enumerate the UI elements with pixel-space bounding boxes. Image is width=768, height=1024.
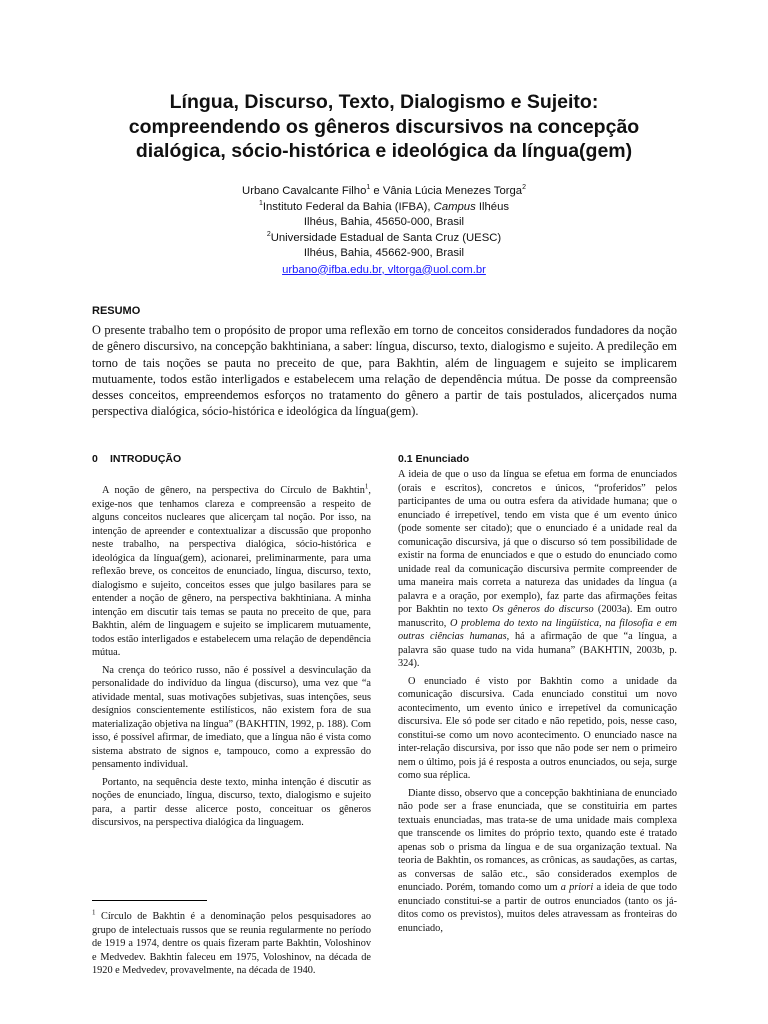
abstract-text: O presente trabalho tem o propósito de propor uma reflexão em torno de conceitos considerados fundadores da noção de gênero discursivo, na concepção bakhtiniana, a saber: língua, discurso, texto, dialogismo e sujeito. A predileção em torno de tais noções se pauta no preceito de que, para Bakhtin, além de linguagem e sujeito se implicarem mutuamente, todos estão interligados e estabelecem uma relação de dependência mútua. De posse da compreensão desses conceitos, empreendemos esforços no tratamento do gênero a partir de tais postulados, alicerçados numa perspectiva dialógica, sócio-histórica e ideológica da língua(gem). — [92, 323, 677, 419]
section-title: INTRODUÇÃO — [110, 453, 182, 465]
abstract-heading: RESUMO — [92, 305, 141, 317]
affiliation-2 — [60, 231, 708, 247]
paper-title — [60, 90, 708, 164]
title-line-3: dialógica, sócio-histórica e ideológica da língua(gem) — [135, 140, 633, 162]
enunciado-paragraph-2: O enunciado é visto por Bakhtin como a unidade da comunicação discursiva. Cada enunciado constitui um novo acontecimento, um evento único e irrepetível da comunicação discursiva. Ele só pode ser citado e não repetido, pois, nesse caso, constitui-se como um novo acontecimento. O enunciado nasce na inter-relação discursiva, por isso que não pode ser nem o primeiro nem o último, pois já é resposta a outros enunciados, ou seja, surge como sua réplica. — [398, 675, 677, 781]
affiliation-1 — [60, 200, 708, 216]
author-conj: e — [370, 185, 383, 197]
enunciado-p3-text-b: a ideia de que todo enunciado constitui-se a partir de outros enunciados (tanto os já-ditos como os previstos), muitos deles atravessam as fronteiras do enunciado, — [398, 882, 677, 934]
enunciado-p1-italic-2: O problema do texto na lingüística, na filosofia e em outras ciências humanas — [398, 617, 677, 642]
affiliation-1-sup: 1 — [258, 199, 263, 207]
footnote — [92, 908, 374, 978]
enunciado-p1-text-b: (2003a). Em outro manuscrito, — [398, 604, 677, 629]
author-2-sup: 2 — [522, 184, 526, 192]
enunciado-p1-italic-1: Os gêneros do discurso — [492, 604, 594, 615]
affiliation-2-address: Ilhéus, Bahia, 45662-900, Brasil — [303, 247, 465, 259]
affiliation-1-address: Ilhéus, Bahia, 45650-000, Brasil — [303, 216, 465, 228]
left-column — [92, 484, 371, 834]
footnote-ref[interactable]: 1 — [364, 482, 369, 491]
intro-paragraph-1 — [92, 484, 371, 660]
section-heading-enunciado: 0.1 Enunciado — [398, 453, 470, 465]
enunciado-p1-text-c: , há a afirmação de que “a língua, a palavra são quase tudo na vida humana” (BAKHTIN, 2003b, p. 324). — [398, 631, 677, 669]
enunciado-p1-text-a: A ideia de que o uso da língua se efetua em forma de enunciados (orais e escritos), concretos e únicos, “proferidos” pelos participantes de uma ou outra esfera da atividade humana; que o enunciado é irrepetível, tendo em vista que é um evento único (pode somente ser citado); que o enunciado é a unidade real da comunicação discursiva, já que o discurso só tem possibilidade de existir na forma de enunciados e que o estudo do enunciado como unidade real da comunicação discursiva permite compreender de uma maneira mais correta a natureza das unidades da língua (a palavra e a oração, por exemplo), faz parte das afirmações feitas por Bakhtin no texto — [398, 469, 677, 615]
section-heading-intro — [92, 453, 181, 465]
intro-paragraph-3: Portanto, na sequência deste texto, minha intenção é discutir as noções de enunciado, língua, discurso, texto, dialogismo e sujeito para, a partir desse alicerce posto, conceituar os gêneros discursivos, na perspectiva dialógica da linguagem. — [92, 776, 371, 828]
enunciado-p3-italic: a priori — [560, 882, 594, 893]
title-line-1: Língua, Discurso, Texto, Dialogismo e Sujeito: — [169, 91, 599, 113]
intro-paragraph-2: Na crença do teórico russo, não é possível a desvinculação da personalidade do indivíduo da língua (discurso), uma vez que “a atividade mental, suas motivações subjetivas, suas intenções, seus desígnios conscientemente estilísticos, não existem fora de sua materialização objetiva na língua” (BAKHTIN, 1992, p. 188). Com isso, é possível afirmar, de imediato, que a língua não é vista como sistema abstrato de signos e, tampouco, como a expressão do pensamento individual. — [92, 664, 371, 770]
enunciado-p3-text-a: Diante disso, observo que a concepção bakhtiniana de enunciado não pode ser a frase enunciada, que se constituiria em partes textuais enunciadas, mas trata-se de uma unidade mais complexa que transcende os limites do próprio texto, quando este é tratado apenas sob o prisma da língua e de sua organização textual. Na teoria de Bakhtin, os romances, as crônicas, as saudações, as cartas, as conversas de salão etc., são considerados exemplos de enunciado. Porém, tomando como um — [398, 787, 677, 893]
affiliation-1-campus: Campus — [433, 200, 476, 213]
footnote-text: Círculo de Bakhtin é a denominação pelos pesquisadores ao grupo de intelectuais russos que se reunia regularmente no período de 1919 a 1974, dentre os quais fizeram parte Bakhtin, Voloshinov e Medvedev. Bakhtin faleceu em 1975, Voloshinov, na década de 1920 e Medvedev, provavelmente, na década de 1940. — [92, 911, 374, 976]
author-block — [60, 184, 708, 278]
author-2: Vânia Lúcia Menezes Torga — [382, 185, 523, 197]
email-links[interactable]: urbano@ifba.edu.br, vltorga@uol.com.br — [282, 263, 486, 276]
affiliation-2-name: Universidade Estadual de Santa Cruz (UESC) — [270, 231, 502, 244]
affiliation-1-city: Ilhéus — [475, 200, 510, 213]
author-names — [60, 184, 708, 200]
footnote-separator — [92, 900, 207, 901]
author-1: Urbano Cavalcante Filho — [242, 185, 367, 197]
footnote-number: 1 — [92, 908, 96, 917]
enunciado-paragraph-3 — [398, 787, 677, 936]
intro-p1-text-b: , exige-nos que tenhamos clareza e compreensão a respeito de alguns conceitos nucleares que alicerçam tal noção. Por isso, na intenção de apreender e contextualizar a discussão que proponho neste trabalho, na perspectiva dialógica, sócio-histórica e ideológica da língua(gem), acionarei, preliminarmente, para uma reflexão breve, os conceitos de enunciado, língua, discurso, texto, dialogismo e sujeito, conceitos esses que julgo basilares para se entender a noção de gênero, na perspectiva bakhtiniana. A minha intenção em discutir tais temas se pauta no preceito de que, para Bakhtin, além de linguagem e sujeito se implicarem mutuamente, todos estão interligados e estabelecem uma relação de dependência mútua. — [92, 485, 371, 658]
affiliation-1-name: Instituto Federal da Bahia (IFBA), — [262, 200, 434, 213]
title-line-2: compreendendo os gêneros discursivos na concepção — [128, 115, 640, 138]
affiliation-2-sup: 2 — [266, 230, 271, 238]
author-1-sup: 1 — [366, 184, 371, 192]
right-column — [398, 468, 677, 939]
enunciado-paragraph-1 — [398, 468, 677, 671]
section-number: 0 — [92, 453, 98, 465]
intro-p1-text-a: A noção de gênero, na perspectiva do Círculo de Bakhtin — [102, 485, 365, 496]
